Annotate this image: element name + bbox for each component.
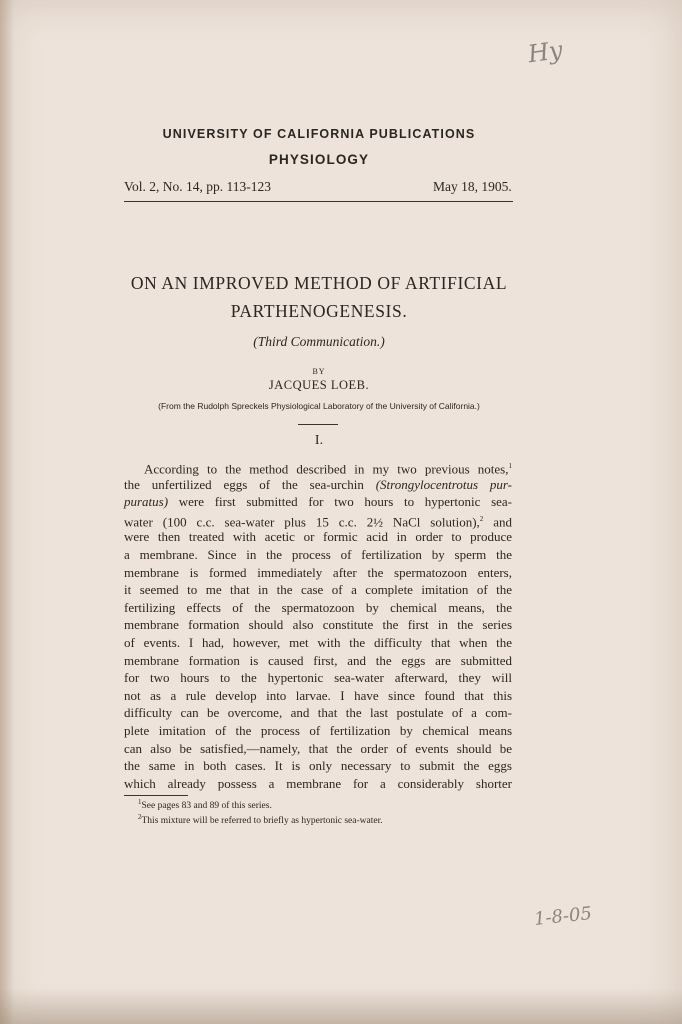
body-line: the unfertilized eggs of the sea-urchin (Strongylocentrotus pur- <box>124 476 512 492</box>
handwritten-note-bottom: 1-8-05 <box>533 903 593 930</box>
body-line: membrane is formed immediately after the spermatozoon enters, <box>124 564 512 580</box>
body-line: puratus) were first submitted for two hours to hypertonic sea- <box>124 494 513 510</box>
body-line: difficulty can be overcome, and that the last postulate of a com- <box>124 705 512 721</box>
footnote-2: $^2$This mixture will be referred to briefly as hypertonic sea-water. <box>138 813 383 827</box>
footnote-1: $^1$See pages 83 and 89 of this series. <box>138 798 272 812</box>
bottom-wear <box>0 988 682 1024</box>
section-divider <box>298 424 338 425</box>
body-line: According to the method described in my two previous notes,$^1$ <box>144 461 512 477</box>
body-line: fertilizing effects of the spermatozoon by chemical means, the <box>124 599 512 615</box>
body-line: it seemed to me that in the case of a complete imitation of the <box>124 582 512 598</box>
author-affiliation: (From the Rudolph Spreckels Physiological Laboratory of the University of California.) <box>158 401 480 411</box>
body-line: membrane formation should also constitute the first in the series <box>124 617 512 633</box>
body-line: of events. I had, however, met with the difficulty that when the <box>124 634 512 650</box>
body-line: the same in both cases. It is only necessary to submit the eggs <box>124 758 512 774</box>
footnote-ref: 2 <box>479 514 484 523</box>
body-line: can also be satisfied,—namely, that the order of events should be <box>124 740 512 756</box>
author-name: JACQUES LOEB. <box>268 378 370 392</box>
edge-stain <box>0 0 14 1024</box>
byline-by: BY <box>312 367 326 376</box>
body-line: not as a rule develop into larvae. I have since found that this <box>124 687 512 703</box>
footnote-ref: 1 <box>508 462 512 470</box>
article-title-line2: PARTHENOGENESIS. <box>230 301 408 321</box>
publication-date: May 18, 1905. <box>433 179 512 194</box>
publication-series: UNIVERSITY OF CALIFORNIA PUBLICATIONS <box>162 127 476 141</box>
body-line: were then treated with acetic or formic acid in order to produce <box>124 529 512 545</box>
volume-info: Vol. 2, No. 14, pp. 113-123 <box>124 179 272 194</box>
body-line: membrane formation is caused first, and the eggs are submitted <box>124 652 512 668</box>
section-number: I. <box>314 433 324 448</box>
body-line: which already possess a membrane for a considerably shorter <box>124 775 512 791</box>
body-line: a membrane. Since in the process of fertilization by sperm the <box>124 546 512 562</box>
header-rule <box>124 201 513 202</box>
communication-note: (Third Communication.) <box>253 334 385 349</box>
body-paragraph <box>124 458 512 792</box>
body-line: for two hours to the hypertonic sea-water afterward, they will <box>124 670 512 686</box>
body-line: plete imitation of the process of fertilization by chemical means <box>124 722 512 738</box>
body-line: water (100 c.c. sea-water plus 15 c.c. 2½ NaCl solution),$^2$ and <box>124 514 512 530</box>
footnote-rule <box>124 795 188 796</box>
publication-subject: PHYSIOLOGY <box>268 152 370 167</box>
article-title-line1: ON AN IMPROVED METHOD OF ARTIFICIAL <box>130 273 508 293</box>
handwritten-note-top: Hy <box>526 35 565 69</box>
